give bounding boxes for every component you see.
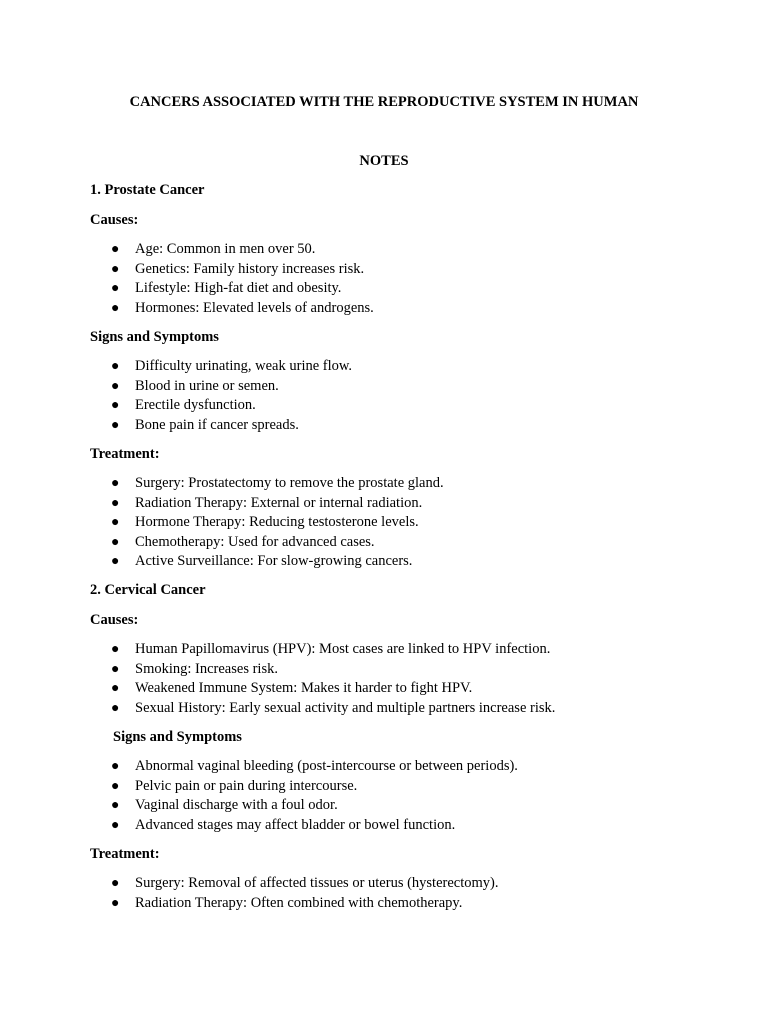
list-item: ● Pelvic pain or pain during intercourse.	[0, 777, 518, 797]
list-item: ● Erectile dysfunction.	[0, 396, 352, 416]
causes-heading: Causes:	[90, 612, 139, 628]
bullet-icon: ●	[111, 242, 120, 257]
document-title: CANCERS ASSOCIATED WITH THE REPRODUCTIVE SYSTEM IN HUMAN	[129, 94, 639, 110]
bullet-icon: ●	[111, 759, 120, 774]
bullet-icon: ●	[111, 281, 120, 296]
causes-list	[0, 240, 374, 318]
bullet-icon: ●	[111, 476, 120, 491]
list-item: ● Human Papillomavirus (HPV): Most cases are linked to HPV infection.	[0, 640, 555, 660]
list-item: ● Smoking: Increases risk.	[0, 660, 555, 680]
bullet-icon: ●	[111, 495, 120, 511]
causes-heading: Causes:	[90, 212, 139, 228]
notes-heading: NOTES	[359, 153, 409, 169]
signs-heading: Signs and Symptoms	[113, 729, 242, 745]
list-item: ● Surgery: Removal of affected tissues or uterus (hysterectomy).	[0, 874, 498, 894]
bullet-icon: ●	[111, 398, 120, 413]
bullet-icon: ●	[111, 798, 120, 813]
bullet-icon: ●	[111, 895, 120, 911]
bullet-icon: ●	[111, 554, 120, 569]
list-item: ● Surgery: Prostatectomy to remove the prostate gland.	[0, 474, 444, 494]
treatment-heading: Treatment:	[90, 846, 160, 862]
treatment-heading: Treatment:	[90, 446, 160, 462]
treatment-list	[0, 874, 498, 913]
list-item: ● Vaginal discharge with a foul odor.	[0, 796, 518, 816]
list-item: ● Genetics: Family history increases risk.	[0, 260, 374, 280]
list-item: ● Chemotherapy: Used for advanced cases.	[0, 533, 444, 553]
list-item: ● Active Surveillance: For slow-growing cancers.	[0, 552, 444, 572]
causes-list	[0, 640, 555, 718]
bullet-icon: ●	[111, 876, 120, 891]
bullet-icon: ●	[111, 642, 120, 657]
section-heading-prostate: 1. Prostate Cancer	[90, 182, 205, 198]
list-item: ● Weakened Immune System: Makes it harder to fight HPV.	[0, 679, 555, 699]
treatment-list	[0, 474, 444, 572]
section-heading-cervical: 2. Cervical Cancer	[90, 582, 206, 598]
bullet-icon: ●	[111, 700, 120, 716]
bullet-icon: ●	[111, 534, 120, 550]
list-item: ● Advanced stages may affect bladder or bowel function.	[0, 816, 518, 836]
bullet-icon: ●	[111, 300, 120, 316]
list-item: ● Hormones: Elevated levels of androgens.	[0, 299, 374, 319]
bullet-icon: ●	[111, 817, 120, 833]
bullet-icon: ●	[111, 515, 120, 530]
signs-list	[0, 357, 352, 435]
list-item: ● Hormone Therapy: Reducing testosterone levels.	[0, 513, 444, 533]
bullet-icon: ●	[111, 261, 120, 277]
list-item: ● Sexual History: Early sexual activity and multiple partners increase risk.	[0, 699, 555, 719]
list-item: ● Abnormal vaginal bleeding (post-intercourse or between periods).	[0, 757, 518, 777]
list-item: ● Radiation Therapy: Often combined with chemotherapy.	[0, 894, 498, 914]
bullet-icon: ●	[111, 681, 120, 696]
bullet-icon: ●	[111, 417, 120, 433]
list-item: ● Age: Common in men over 50.	[0, 240, 374, 260]
bullet-icon: ●	[111, 378, 120, 394]
list-item: ● Bone pain if cancer spreads.	[0, 416, 352, 436]
bullet-icon: ●	[111, 359, 120, 374]
list-item: ● Radiation Therapy: External or internal radiation.	[0, 494, 444, 514]
signs-list	[0, 757, 518, 835]
bullet-icon: ●	[111, 778, 120, 794]
list-item: ● Difficulty urinating, weak urine flow.	[0, 357, 352, 377]
list-item: ● Lifestyle: High-fat diet and obesity.	[0, 279, 374, 299]
list-item: ● Blood in urine or semen.	[0, 377, 352, 397]
bullet-icon: ●	[111, 661, 120, 677]
signs-heading: Signs and Symptoms	[90, 329, 219, 345]
